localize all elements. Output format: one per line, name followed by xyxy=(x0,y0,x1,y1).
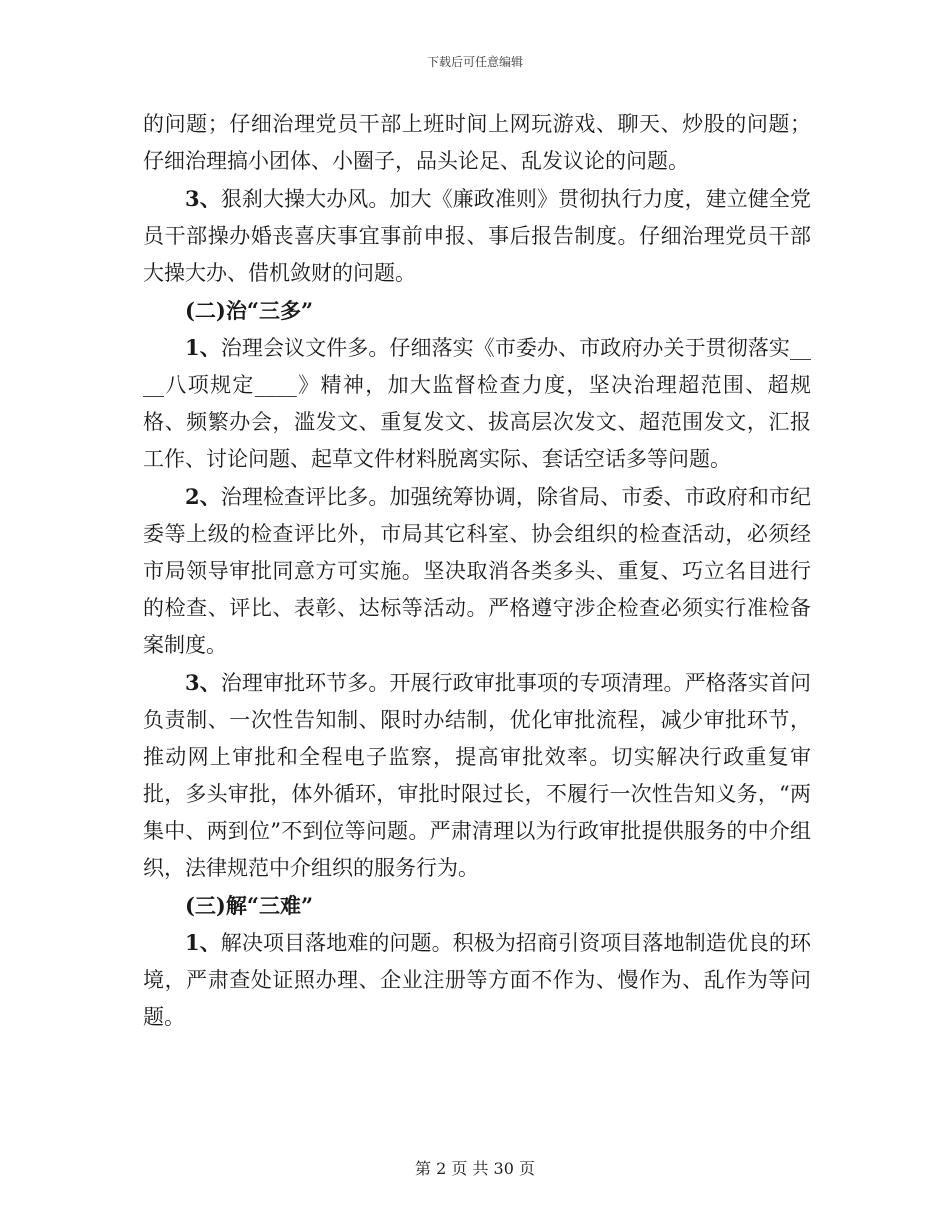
item-number: 2、 xyxy=(185,484,221,509)
paragraph-text: 的问题；仔细治理党员干部上班时间上网玩游戏、聊天、炒股的问题；仔细治理搞小团体、小圈子，品头论足、乱发议论的问题。 xyxy=(143,112,811,173)
paragraph-text: 治理审批环节多。开展行政审批事项的专项清理。严格落实首问负责制、一次性告知制、限时办结制，优化审批流程，减少审批环节，推动网上审批和全程电子监察，提高审批效率。切实解决行政重复审批，多头审批，体外循环，审批时限过长，不履行一次性告知义务，“两集中、两到位”不到位等问题。严肃清理以为行政审批提供服务的中介组织，法律规范中介组织的服务行为。 xyxy=(143,671,811,880)
document-body xyxy=(143,106,811,1036)
item-number: 1、 xyxy=(185,335,221,360)
paragraph-item xyxy=(143,329,811,478)
paragraph-item xyxy=(143,478,811,664)
paragraph-item xyxy=(143,924,811,1036)
paragraph-item xyxy=(143,664,811,887)
paragraph-text: 治理检查评比多。加强统筹协调，除省局、市委、市政府和市纪委等上级的检查评比外，市局其它科室、协会组织的检查活动，必须经市局领导审批同意方可实施。坚决取消各类多头、重复、巧立名目进行的检查、评比、表彰、达标等活动。严格遵守涉企检查必须实行准检备案制度。 xyxy=(143,485,811,657)
paragraph-continuation xyxy=(143,106,811,180)
paragraph-item xyxy=(143,180,811,292)
section-heading: (二)治“三多” xyxy=(185,298,314,323)
paragraph-text: 解决项目落地难的问题。积极为招商引资项目落地制造优良的环境，严肃查处证照办理、企业注册等方面不作为、慢作为、乱作为等问题。 xyxy=(143,931,811,1029)
paragraph-text: 狠刹大操大办风。加大《廉政准则》贯彻执行力度，建立健全党员干部操办婚丧喜庆事宜事前申报、事后报告制度。仔细治理党员干部大操大办、借机敛财的问题。 xyxy=(143,187,811,285)
header-note: 下载后可任意编辑 xyxy=(426,55,523,69)
paragraph-text: 治理会议文件多。仔细落实《市委办、市政府办关于贯彻落实____八项规定____》精神，加大监督检查力度，坚决治理超范围、超规格、频繁办会，滥发文、重复发文、拔高层次发文、超范围发文，汇报工作、讨论问题、起草文件材料脱离实际、套话空话多等问题。 xyxy=(143,336,811,471)
item-number: 3、 xyxy=(185,186,221,211)
page-number: 第 2 页 共 30 页 xyxy=(415,1159,535,1178)
item-number: 1、 xyxy=(185,930,221,955)
section-heading: (三)解“三难” xyxy=(185,893,314,918)
item-number: 3、 xyxy=(185,670,221,695)
